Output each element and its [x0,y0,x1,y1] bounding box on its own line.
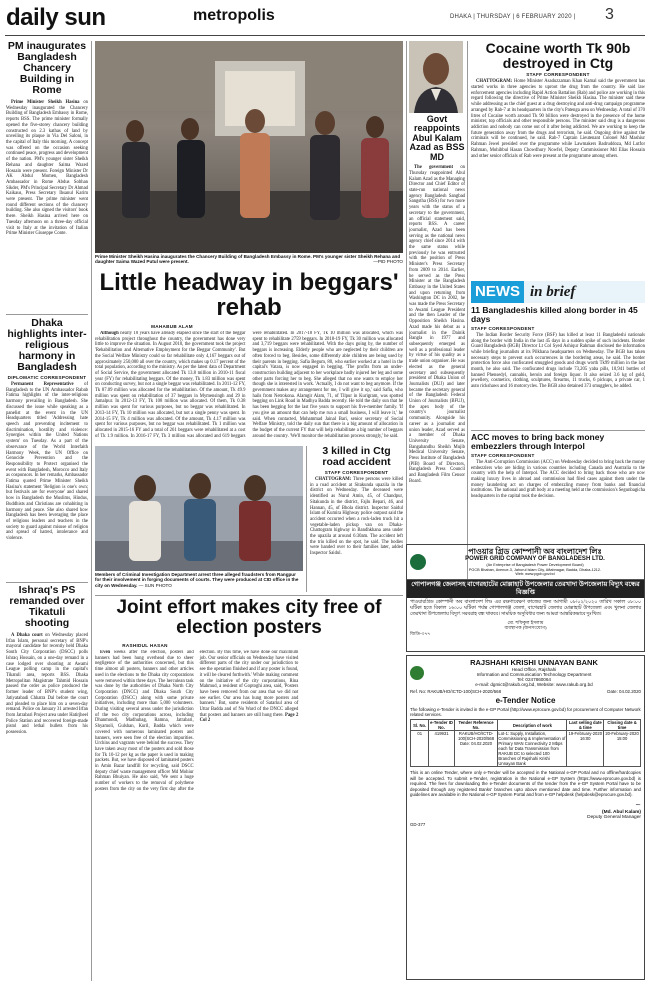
tender-sign-name: (Md. Abul Kalam) [602,810,641,816]
tender-ref: Ref. No: RAKUB/HO/ICTD-100(SCH-2020/568 [410,689,502,694]
table-cell: 419931 [429,731,454,767]
article-body: on Thursday reappointed Abul Kalam Azad as the Managing Director and Chief Editor of state-run national news agency Bangladesh Sangbad Sangstha (BSS) for two more years with the status of a secretary to the government, an official statement said, reports BSS. A career journalist, Azad has been serving as the national news agency chief since 2014 with the same status while previously he was entrusted with the position of Press Minister's Press Secretary from 2009 to 2014. Earlier, he served as the Press Minister at the Bangladesh Embassy in the United States and upon returning from Washington DC in 2002, he was made the Press Secretary to Awami League President and the then Leader of the Opposition Sheikh Hasina. Azad made his debut as a journalist in the Dainik Bangla in 1977 and subsequently emerged as well as a professional leader by virtue of his quality as a trade union organiser. He was elected as the general secretary and subsequently president of Dhaka Union of Journalists (DUJ) and later became the secretary general of the Bangladesh Federal Union of Journalists (BFUJ), the apex body of the country's journalist community. Alongside his career as a journalist and union leader, Azad served as a member of Dhaka University Senate, Bangabandhu Sheikh Mujib Medical University Senate, Press Institute of Bangladesh (PIB) Board of Directors, Bangladesh Press Council and Bangladesh Film Censor Board. [409,165,465,484]
lead-text: Although [100,331,119,336]
tender-tel: Tel: 0247860064 [517,677,551,682]
headline: 11 Bangladeshis killed along border in 45 days [471,306,638,324]
story-joint-effort-body [95,650,403,795]
byline: STAFF CORRESPONDENT [324,470,389,476]
caption-text: Prime Minister Sheikh Hasina inaugurates the Chancery Building of Bangladesh Embassy in Rome. PM's younger sister Sheikh Rehana and daughter Saima Wazed Putul were present. [95,254,401,265]
tender-org: RAJSHAHI KRISHI UNNAYAN BANK [470,658,598,667]
story-govt-reappoints [409,115,465,585]
table-header-cell: Sl. No. [411,720,429,731]
lead-text: Even [100,650,111,655]
lead-text: CHATTOGRAM: [476,79,513,85]
signature-mark: ~ [635,801,641,810]
tender-title: e-Tender Notice [495,696,556,705]
tender-table [410,719,641,767]
ad-tagline: (An Enterprise of Bangladesh Power Development Board) [486,563,584,567]
photo-caption-mid [95,572,303,592]
story-joint-effort-headline [95,598,403,642]
lead-text: CHATTOGRAM: [315,477,352,483]
byline: STAFF CORRESPONDENT [471,325,535,331]
story-cocaine [471,41,645,279]
tender-email: e-mail: dgmict@rakub.org.bd, Website: www.rakub.org.bd [475,682,593,687]
tender-date: Date: 04.02.2020 [607,689,641,694]
byline: DIPLOMATIC CORRESPONDENT [7,375,87,381]
photo-abul-kalam-azad [409,41,463,113]
article-body: Three persons were killed in a road accident at Sitakunda upazila in the district on Wednesday. The deceased were identified as Nurul Amin, 45, of Chandpur, Sitakunda in the district, Fajlu Bepari, 46, and Hannan, 45, of Bhola district. Inspector Saidul Islam of Kumira Highway police outpost said the accident occurred when a rock-laden truck hit a vegetable-laden pickup van on Dhaka-Chattogram highway in Bandhkhana area under the upazila at around 6:30am. The accident left the trio killed on the spot, he said. The bodies were handed over to their families later, added Inspector Saidul. [310,477,403,557]
ad-web: Web: www.pgcb.gov.bd [515,572,555,576]
story-dhaka-highlights [6,318,88,580]
headline: Joint effort makes city free of election posters [116,598,382,638]
badge-in-brief: in brief [524,281,645,303]
headline: Cocaine worth Tk 90b destroyed in Ctg [485,41,631,71]
headline: 3 killed in Ctg road accident [322,446,391,469]
table-header-cell: Last selling date & time [568,720,602,731]
story-headway-headline [95,270,403,324]
story-pm-inaugurates [6,41,88,312]
headline: Dhaka highlights inter-religious harmony in Bangladesh [7,318,87,374]
byline-joint: RASHIDUL HASAN [122,643,168,648]
ad-sign-title: ব্যবস্থাপক (জনসংযোগ) [504,625,547,631]
ad-title-bar: গোপালগঞ্জ জেলাসহ বাগেরহাটের মোল্লাহাট উপজেলার তেরখাদা উপজেলায় বিদ্যুৎ বন্ধের বিজ্ঞপ্তি [407,580,644,598]
lead-text: The government [414,165,454,171]
byline-headway: MAHABUB ALAM [151,324,193,329]
section-title: metropolis [193,7,275,24]
news-in-brief-badge [471,281,645,303]
photo-caption-top [95,254,403,269]
page-number: 3 [605,6,614,23]
article-body: The Anti-Corruption Commission (ACC) on Wednesday decided to bring back the money embezzlers who are hiding in various countries including Canada and Australia to the country with the help of Interpol. The ACC decided to bring back those who are now making luxury lives in abroad and commission had filed cases against them under the money laundering act on charges of embezzling money from banks and financial institutions. The national and graft body at a meeting held at the commission's Segunbagicha headquarters in the capital took the decision. [471,459,645,500]
story-headway-body [95,331,403,443]
article-body: on Wednesday inaugurated the Chancery Building of Bangladesh Embassy in Rome, reports BSS. The prime minister formally opened the five-storey chancery building constructed on 2.3 kathas of land by unveiling its plaque in Via Del Saloni, in the capital of Italy this morning. A concept was offered on the occasion seeking continued peace, progress and development of the nation. PM's younger sister Sheikh Rehana and daughter Saima Wazed Hossain were present. Foreign Minister Dr AK Abdul Momen, Bangladesh Ambassador in Rome Abdus Sobhan Sikder, PM's Principal Secretary Dr Ahmad Kaikaus, Press Secretary Ihsanul Karim were present. The prime minister went round different sections of the chancery building. She also signed the visitors' book there. Sheikh Hasina arrived here on Tuesday afternoon on a three-day official visit to Italy at the invitation of Italian Prime Minister Giuseppe Conte. [6,100,88,237]
byline: STAFF CORRESPONDENT [526,72,590,78]
article-body: of Bangladesh to the UN Ambassador Rabab Fatima highlights of the inter-religious harmony prevailing in Bangladesh. She discussed the issue while speaking as a panelist at the event in the UN Headquarters titled 'Addressing hate speech and preventing incitement to discrimination, hostility and violence: Synergies within the United Nations system' on Tuesday. As a part of the observance of the World Interfaith Harmony Week, the UN Office on Genocide Prevention and the Responsibility to Protect organised the event with Bangladesh, Morocco and Italy as cosponsors. In her remarks, Ambassador Fatima quoted Prime Minister Sheikh Hasina's statement 'Religion is one's own; but festivals are for everyone' and shared how in Bangladesh the Muslims, Hindus, Buddhists and Christians are cohabiting in harmony and peace. She also shared how Bangladesh has been leveraging the place of religious leaders and teachers in the society to guard against misuse of religion and spread of hatred, intolerance and violence. [6,382,88,542]
table-header-cell: Tender Reference No. [454,720,498,731]
tender-dept: Information and Communication Technology Department [476,672,592,677]
dateline: DHAKA | THURSDAY | 6 FEBRUARY 2020 | [450,14,576,20]
article-body: on Wednesday placed Irfan Islam, personal secretary of BNP's mayoral candidate for recently held Dhaka South City Corporation (DSCC) polls Ishraq Hossain, on a one-day remand in a case lodged over shooting at Awami League polling camp in the capital's Tikatuli area, reports BSS. Dhaka Metropolitan Magistrate Tahmid Hossain passed the order as police produced the former leader of BNP's student wing, Jatiyatabadi Chhatra Dal before the court and pleaded to place him on a seven-day remand. Police on January 31 arrested Irfan from Jatrabari Project area under Hatirjheel Police Station and recovered foreign-made pistol and lethal bullets from his possession. [6,633,88,736]
headline: Govt reappoints Abul Kalam Azad as BSS MD [409,115,465,162]
table-header-cell: Closing date & time [604,720,641,731]
table-header-cell: Description of work [498,720,567,731]
table-cell: 19-February-2020 16:00 [567,731,604,767]
brief-item-border [471,306,645,428]
table-header-row [411,720,641,731]
photo-credit: — SUN PHOTO [138,582,172,588]
lead-text: Permanent Representative [11,382,74,388]
ad-power-grid [406,544,645,652]
ad-header-bn: পাওয়ার গ্রিড কোম্পানী অব বাংলাদেশ লিঃ [468,547,602,556]
caption-text: Members of Criminal Investigation Department arrest three alleged fraudsters from Rangpur for their involvement in forging documents of courts. They were produced at CID office in the city on Wednesday. [95,572,299,588]
tender-office: Head Office, Rajshahi [511,667,557,672]
table-cell: 20-February-2020 15:00 [604,731,641,767]
tender-intro: The following e-Tender is invited in the e-GP Portal (http://www.eprocure.gov.bd) for procurement of Computer Network related services. [410,707,641,718]
table-cell: 01 [411,731,429,767]
story-ishraq [6,585,88,980]
headline: ACC moves to bring back money embezzlers through Interpol [471,433,605,451]
lead-text: Prime Minister Sheikh Hasina [11,100,80,106]
ad-address: PGCB Bhaban, Avenue-3, Jahurul Islam City, Aftabnagar, Badda, Dhaka-1212. [468,567,602,572]
ad-sign: মো. শফিকুল ইসলাম [507,619,544,625]
article-body: Home Minister Asaduzzaman Khan Kamal said the government has started works in three agencies to uproot the drug from the country. He said law enforcement agencies including Rapid Action Battalion (Rab) and police are working in this regard following the directive of Prime Minister Sheikh Hasina. The minister said these while addressing as the chief guest at a drug destroying and anti-drug campaign programme arranged by Rab-7 at its headquarters in the city's Patenga area on Wednesday. A total of 370 litres of Cocaine worth around Tk 90 billion were destroyed in the presence of the home minister, top officials and other responsible persons. The minister said drug is a dangerous addiction and nobody can come out of it after being addicted. We are working to keep the future generation away from the drugs and terrorism, he said. Ongoing drive against the criminals will be continued, he said. Rab-7 Captain Lieutenant Colonel Md Mashiur Rahman Jewel presided over the programme while Lawmakers Badruddoza, Md Lutfor Rahman, Mohibbul Hasan Chowdhury Nowfel, Deputy Commissioner Md Elias Hossain and other senior officials of Rab were present at the programme among others. [471,79,645,159]
article-body: The Indian Border Security Force (BSF) has killed at least 11 Bangladeshi nationals along the border with India in the last 45 days in a sudden spike of such incidents. Border Guard Bangladesh (BGB) Director Lt Col Syed Ashiqur Rahman disclosed the information while briefing journalists at its Pilkhana headquarters on Wednesday. The BGB has taken necessary steps to prevent such occurrences in the bordering areas, he said. The border protection force also confiscated smuggled goods and drugs worth Tk99 million in the last month, he also said. The confiscated drugs include 73,205 yaba pills, 10,941 bottles of banned Phensedyl, cannabis, heroin and foreign liquor. It also seized 3.6 kg of gold, jewellery, cosmetics, clothing, sculptures, firearms, 11 trucks, 6 pickups, a private car, 1 auto rickshaws and 16 motorcycles. The BGB also detained 373 smugglers, he added. [471,332,645,390]
byline: STAFF CORRESPONDENT [471,452,535,458]
photo-chancery-inauguration [95,41,403,253]
tender-notes: This is an online Tender, where only e-Tender will be accepted in the National e-GP Portal and no offline/hardcopies will be accepted. To submit e-Tender, registration in the National e-GP System (https://www.eprocure.gov.bd) is required. The fees for downloading the e-Tender documents of the tender from the e-GP System Portal have to be deposited through any registered Banks' branches upto above mentioned date and time. Further information and guidelines are available in the National e-GP System Portal and from e-GP helpdesk (helpdesk@eprocure.gov.bd). [410,770,641,798]
table-cell: RAKUB/HO/ICTD-100(SCH-2020/568 Date: 04.02.2020 [454,731,498,767]
masthead [5,0,645,38]
photo-cid-arrest [95,446,303,571]
ad-tender-rakub [406,655,645,980]
brand-logo: daily sun [6,4,106,31]
headline: Little headway in beggars' rehab [99,270,399,322]
table-cell: Lot-1: Supply, Installation, Commissioning & Implementation of Primary WAN Connectivity 2 Mbps each for Data Transmission from RAKUB DC to selected 100 Branches of Rajshahi Krishi Unnayan Bank [498,731,566,767]
ad-text: পাওয়ারগ্রিড কোম্পানী অব বাংলাদেশ লিঃ এর রক্ষণাবেক্ষণ কাজের জন্য আগামী ০৮/০২/২০২০ তারিখ সকাল ০৮:০০ ঘটিকা হতে বিকাল ১৬:০০ ঘটিকা পর্যন্ত গোপালগঞ্জ জেলা, বাগেরহাট জেলার মোল্লাহাট উপজেলা এবং খুলনা জেলার তেরখাদা উপজেলায় বিদ্যুৎ সরবরাহ বন্ধ থাকবে। সাময়িক অসুবিধার জন্য আমরা আন্তরিকভাবে দুঃখিত। [410,599,641,617]
ad-ref: জিডি-৩৭৭ [410,630,431,636]
table-header-cell: e-Tender ID No. [430,720,453,731]
pgcb-logo [410,554,426,570]
headline: Ishraq's PS remanded over Tikatuli shooting [9,585,85,630]
brief-item-acc [471,433,645,533]
article-body: nearly 10 years have already elapsed since the start of the beggar rehabilitation project throughout the country, the government has done very little to improve the situation. In August 2010, the government took the project 'Rehabilitation and Alternative Employment for the Beggar Community'. But the Social Welfare Ministry could so far rehabilitate only 4,167 beggars out of approximately 250,000 all over the country, which makes up 0.17 percent of the total population, according to the ministry. As per the latest data of Department of Social Service, the government allocated Tk 13.8 million in 2010-11 fiscal year (FY) for rehabilitating beggars. Of the money, Tk 1.83 million was spent on conducting survey, but not a single beggar was rehabilitated. In 2011-12 FY, Tk 87.09 million was allocated for the rehabilitation. Of the amount, Tk 49.9 million was spent on rehabilitation of 37 beggars in Mymensingh and 29 in Jamalpur. In 2012-13 FY, Tk 108 million was allocated. Of them, Tk 0.38 million was spent for various purposes, but no beggar was rehabilitated. In 2013-14 FY, Tk 10 million was allocated, but not a single penny was spent. In 2014-15 FY, Tk 4 million was allocated. Of the amount, Tk 4.17 million was spent for various purposes, but no beggar was rehabilitated. Tk 1 million was allocated in 2015-16 FY and a total of 261 beggars were rehabilitated at a cost of Tk 1.9 million. In 2016-17 FY, Tk 3 million was allocated and 619 beggars were rehabilitated. In 2017-18 FY, Tk 10 million was allocated, which was spent to rehabilitate 2759 beggars. In 2018-19 FY, Tk 30 million was allocated and 3,719 beggars were rehabilitated. With the days going by, the number of beggars is increasing. Elderly people who are neglected by their children are often forced to beg. Besides, some differently able children are being used by their parents in begging. Safia Begum, 80, who earlier worked at a hotel in the capital's Vatara, is now engaged in begging. 'The profits from an under-construction building adjacent to her workplace badly injured her leg and some other parts forcing her to beg. She alleged that no one wants to employ her though she is interested in work. 'Actually, I do not want to beg anymore. If the government makes any arrangement for me, I will give it up,' said Safia, who hails from Netrokona. Alamgir Alam, 71, of Tilpur in Kurigram, was spotted begging on Link Road in Madhya Badda recently. He told the daily sun that he has been begging for the last five years to support his five-member family. 'If you give an amount that can help me run a small business, I will leave it,' he said. When contacted, Mohammad Jainal Bari, senior secretary of Social Welfare Ministry, told the daily sun that there is a big amount of allocation in the budget of the current FY that will help rehabilitate a big number of beggars around the country. 'We'll monitor the rehabilitation process strongly,' he said. [95,331,403,439]
article-body: weeks after the election, posters and banners had been hung overhead due to sheer negligence of the authorities concerned, but this time almost all posters, banners and other articles used in the elections to the Dhaka city corporations were removed within three days. The herculean task was done by the authorities of Dhaka North City Corporation (DNCC) and Dhaka South City Corporation (DSCC) along with some private initiatives, including more than 5,000 volunteers. During visiting several areas under the jurisdiction of the two city corporations across, including Dhanmondi, Madhubag, Ramna, Jatrabari, Shyamoli, Gulshan, Kuril, Badda which were covered with numerous laminated posters and banners, were seen free of the election impurities. Urchins and vagrants were behind the success. They have taken away most of the posters and sold those for Tk 10-12 per kg as the paper is used in making packets. But, we have disposed of laminated posters in Amin Bazar landfill for recycling, said DSCC deputy chief waste management officer Md Mohiur Rahman Bhuiyan. He also said, 'We sent a huge number of workers to the removal of polythene posters from the city on the very first day after the election. By this time, we have done our maximum job. Our senior officials on Wednesday have visited different parts of the city under our jurisdiction to see the operation finished and if any poster is found, it will be cleared forthwith.' While making comment on the initiative of the city corporations, Rina Mahmud, a resident of Goptoghi area, said, 'Posters have been removed from our area that we did not see earlier. Our area has hung more posters and banners.' But, some residents of Satarkul area of Uttar Badda and of No Ward of the DNCC alleged that posters and banners are still hung there. [95,650,299,792]
table-row [411,731,641,767]
headline: PM inaugurates Bangladesh Chancery Building in Rome [7,41,87,97]
continuation-marker: Page 2 Col 2 [199,712,299,724]
lead-text: A Dhaka court [11,633,43,639]
story-3-killed [310,446,403,592]
ad-company: POWER GRID COMPANY OF BANGLADESH LTD. [465,556,605,562]
photo-credit: —PID PHOTO [373,259,403,265]
badge-news: NEWS [471,281,524,303]
rakub-logo [410,666,424,680]
tender-gd: GD-377 [410,822,426,828]
tender-sign-title: Deputy General Manager [587,815,641,821]
